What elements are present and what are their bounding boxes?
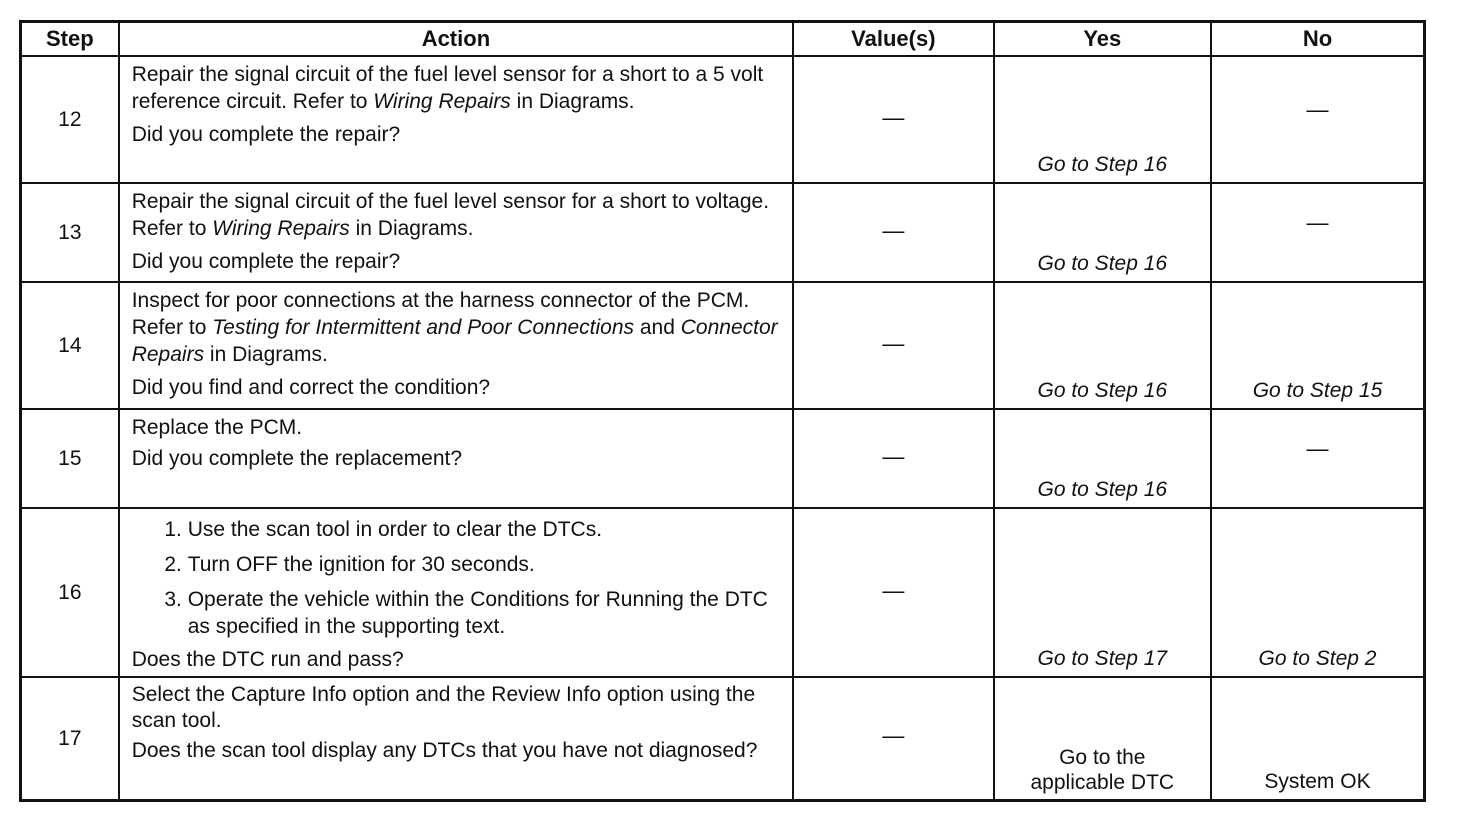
question-text: Does the DTC run and pass? [131, 648, 404, 671]
action-cell [119, 282, 793, 409]
diagnostic-table [19, 20, 1426, 802]
reference-link: Wiring Repairs [373, 90, 511, 113]
reference-link: Testing for Intermittent and Poor Connections [212, 316, 635, 339]
list-item: 2. Turn OFF the ignition for 30 seconds. [188, 551, 784, 578]
action-text: Inspect for poor connections at the harness connector of the PCM. Refer to Testing for Intermittent and Poor Connections and Connector Repairs in Diagrams. [131, 289, 778, 366]
question-text: Did you complete the repair? [131, 250, 401, 273]
action-cell [119, 677, 793, 800]
yes-target: Go to Step 17 [1037, 647, 1168, 670]
value-cell: — [793, 409, 993, 508]
question-text: Did you find and correct the condition? [131, 376, 491, 399]
action-cell [119, 56, 793, 183]
step-number: 12 [21, 56, 119, 183]
question-text: Does the scan tool display any DTCs that you have not diagnosed? [131, 739, 758, 762]
yes-cell [994, 183, 1211, 282]
step-number: 13 [21, 183, 119, 282]
yes-target: Go to Step 16 [1037, 252, 1168, 275]
no-cell [1211, 677, 1424, 800]
reference-link: Connector Repairs [131, 316, 778, 366]
no-target: Go to Step 15 [1252, 379, 1383, 402]
yes-cell [994, 56, 1211, 183]
reference-link: Wiring Repairs [212, 217, 350, 240]
table-body [21, 56, 1425, 800]
table-row [21, 282, 1425, 409]
action-steps-list [132, 516, 784, 640]
value-cell: — [793, 282, 993, 409]
value-cell: — [793, 508, 993, 677]
question-text: Did you complete the repair? [131, 123, 401, 146]
step-number: 14 [21, 282, 119, 409]
header-step: Step [21, 22, 119, 57]
list-item: 1. Use the scan tool in order to clear the DTCs. [188, 516, 784, 543]
no-target: Go to Step 2 [1258, 647, 1377, 670]
no-cell: — [1211, 409, 1424, 508]
yes-target-line: Go to the [1059, 745, 1146, 769]
yes-target: Go to Step 16 [1037, 379, 1168, 402]
no-cell: — [1211, 183, 1424, 282]
table-row [21, 677, 1425, 800]
step-number: 17 [21, 677, 119, 800]
yes-cell [994, 508, 1211, 677]
value-cell: — [793, 183, 993, 282]
no-cell: — [1211, 56, 1424, 183]
action-text: Replace the PCM. [131, 416, 303, 439]
yes-target-line: applicable DTC [1030, 770, 1175, 794]
table-header [21, 22, 1425, 57]
action-cell [119, 508, 793, 677]
no-cell [1211, 508, 1424, 677]
yes-cell [994, 677, 1211, 800]
table-row [21, 56, 1425, 183]
action-cell [119, 183, 793, 282]
step-number: 16 [21, 508, 119, 677]
header-values: Value(s) [793, 22, 993, 57]
yes-target: Go to Step 16 [1037, 478, 1168, 501]
table-row [21, 409, 1425, 508]
action-text: Repair the signal circuit of the fuel level sensor for a short to voltage. Refer to Wiring Repairs in Diagrams. [131, 190, 770, 240]
table-row [21, 183, 1425, 282]
header-action: Action [119, 22, 793, 57]
yes-cell [994, 409, 1211, 508]
value-cell: — [793, 56, 993, 183]
value-cell: — [793, 677, 993, 800]
yes-cell [994, 282, 1211, 409]
header-no: No [1211, 22, 1424, 57]
no-cell [1211, 282, 1424, 409]
header-yes: Yes [994, 22, 1211, 57]
no-target: System OK [1264, 769, 1371, 793]
table-row [21, 508, 1425, 677]
action-cell [119, 409, 793, 508]
yes-target: Go to Step 16 [1037, 153, 1168, 176]
action-text: Repair the signal circuit of the fuel level sensor for a short to a 5 volt reference circuit. Refer to Wiring Repairs in Diagrams. [131, 63, 764, 113]
question-text: Did you complete the replacement? [131, 447, 463, 470]
step-number: 15 [21, 409, 119, 508]
header-row [21, 22, 1425, 57]
list-item: 3. Operate the vehicle within the Conditions for Running the DTC as specified in the supporting text. [188, 586, 784, 640]
action-text: Select the Capture Info option and the Review Info option using the scan tool. [131, 683, 756, 732]
